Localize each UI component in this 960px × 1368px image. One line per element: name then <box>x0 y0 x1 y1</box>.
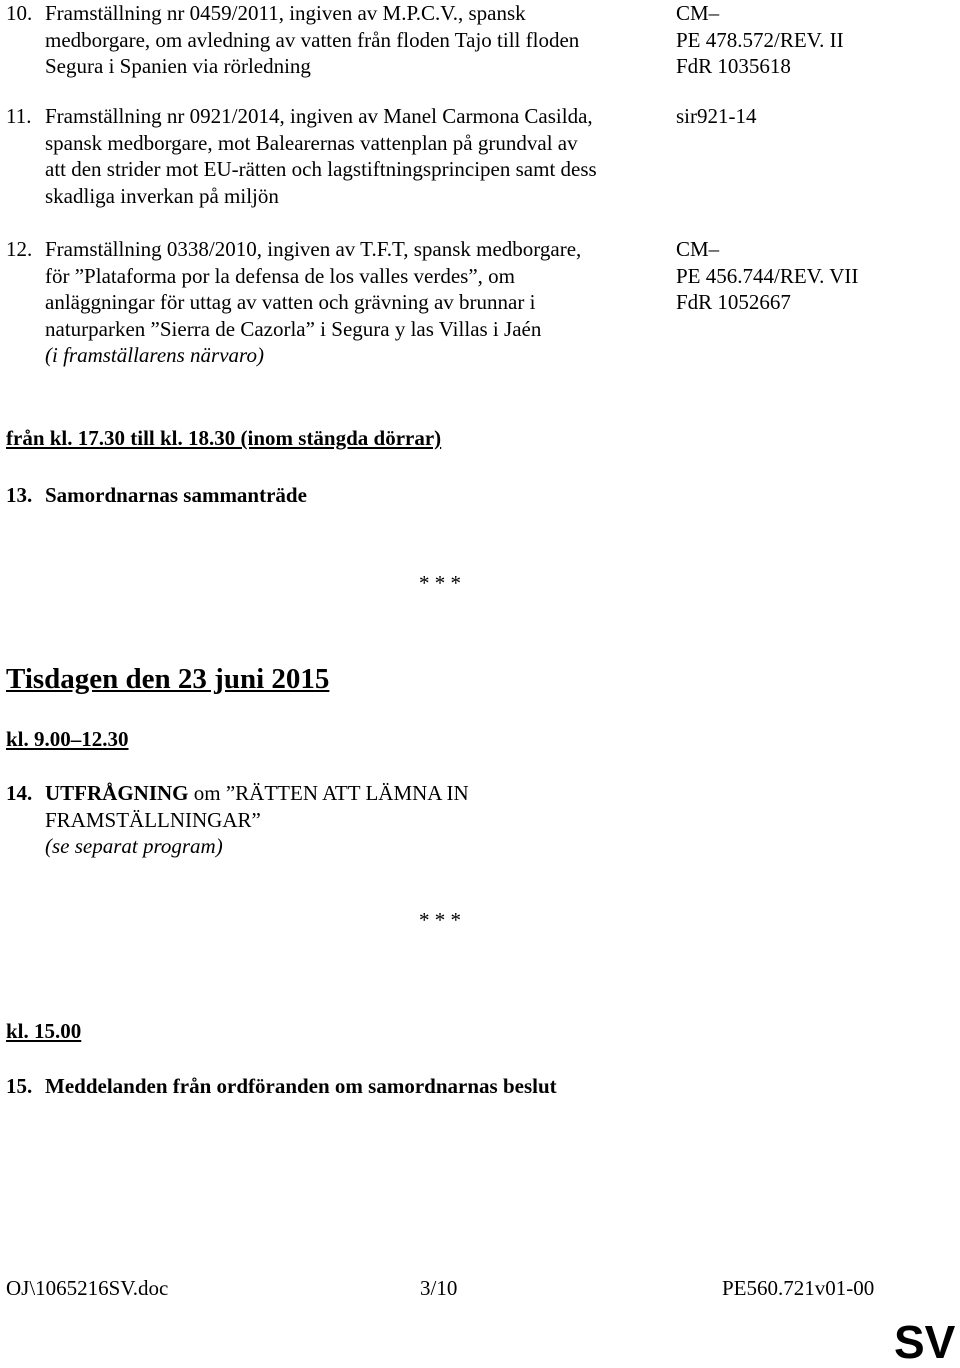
item-11-ref-1: sir921-14 <box>676 104 757 128</box>
item-15-text: Meddelanden från ordföranden om samordnarnas beslut <box>45 1074 557 1098</box>
item-11-line-2: spansk medborgare, mot Balearernas vattenplan på grundval av <box>45 130 578 155</box>
item-11-text <box>45 103 665 209</box>
item-12-line-1: Framställning 0338/2010, ingiven av T.F.T, spansk medborgare, <box>45 237 582 261</box>
item-14-number <box>6 780 44 807</box>
item-14-text <box>45 780 665 860</box>
item-11-line-4: skadliga inverkan på miljön <box>45 183 279 208</box>
item-10-text <box>45 0 665 80</box>
separator-2: * * * <box>419 908 461 932</box>
item-10-number: 10. <box>6 1 33 25</box>
item-10-ref-2: PE 478.572/REV. II <box>676 27 844 52</box>
item-15-number: 15. <box>6 1074 33 1098</box>
item-10-ref-3: FdR 1035618 <box>676 54 791 78</box>
separator-1: * * * <box>419 571 461 595</box>
item-11-refs <box>676 103 956 130</box>
item-13-number: 13. <box>6 483 33 507</box>
item-14-number-text: 14. <box>6 781 33 805</box>
item-10-line-2: medborgare, om avledning av vatten från floden Tajo till floden <box>45 27 580 52</box>
item-10-line-3: Segura i Spanien via rörledning <box>45 54 311 78</box>
item-12-line-2: för ”Plataforma por la defensa de los valles verdes”, om <box>45 263 515 288</box>
item-12-ref-3: FdR 1052667 <box>676 290 791 314</box>
session-3-time: kl. 15.00 <box>6 1019 82 1043</box>
day-heading: Tisdagen den 23 juni 2015 <box>6 663 330 695</box>
footer-pe-ref: PE560.721v01-00 <box>722 1276 875 1300</box>
item-12-ref-2: PE 456.744/REV. VII <box>676 263 859 288</box>
item-14-bold: UTFRÅGNING <box>45 781 189 805</box>
footer-page: 3/10 <box>420 1276 458 1300</box>
footer-language-code: SV <box>894 1316 956 1368</box>
item-14-note: (se separat program) <box>45 834 223 858</box>
item-14-line-2: FRAMSTÄLLNINGAR” <box>45 807 261 832</box>
item-10-refs <box>676 0 956 80</box>
session-2-time: kl. 9.00–12.30 <box>6 727 129 751</box>
item-13-text: Samordnarnas sammanträde <box>45 483 307 507</box>
item-10-line-1: Framställning nr 0459/2011, ingiven av M.P.C.V., spansk <box>45 1 526 25</box>
item-12-line-3: anläggningar för uttag av vatten och grävning av brunnar i <box>45 290 536 314</box>
item-11-line-3: att den strider mot EU-rätten och lagstiftningsprincipen samt dess <box>45 157 597 181</box>
item-14-rest: om ”RÄTTEN ATT LÄMNA IN <box>188 781 469 805</box>
item-12-refs <box>676 236 956 316</box>
item-12-note: (i framställarens närvaro) <box>45 343 264 367</box>
item-14-line-1 <box>45 780 665 807</box>
session-1-time: från kl. 17.30 till kl. 18.30 (inom stängda dörrar) <box>6 426 442 450</box>
item-12-line-4: naturparken ”Sierra de Cazorla” i Segura y las Villas i Jaén <box>45 316 542 341</box>
item-10-ref-1: CM– <box>676 1 720 25</box>
item-11-number: 11. <box>6 104 32 128</box>
item-11-line-1: Framställning nr 0921/2014, ingiven av Manel Carmona Casilda, <box>45 104 593 128</box>
item-12-number: 12. <box>6 237 33 261</box>
item-12-ref-1: CM– <box>676 237 720 261</box>
item-12-text <box>45 236 665 369</box>
footer-doc-ref: OJ\1065216SV.doc <box>6 1276 169 1300</box>
